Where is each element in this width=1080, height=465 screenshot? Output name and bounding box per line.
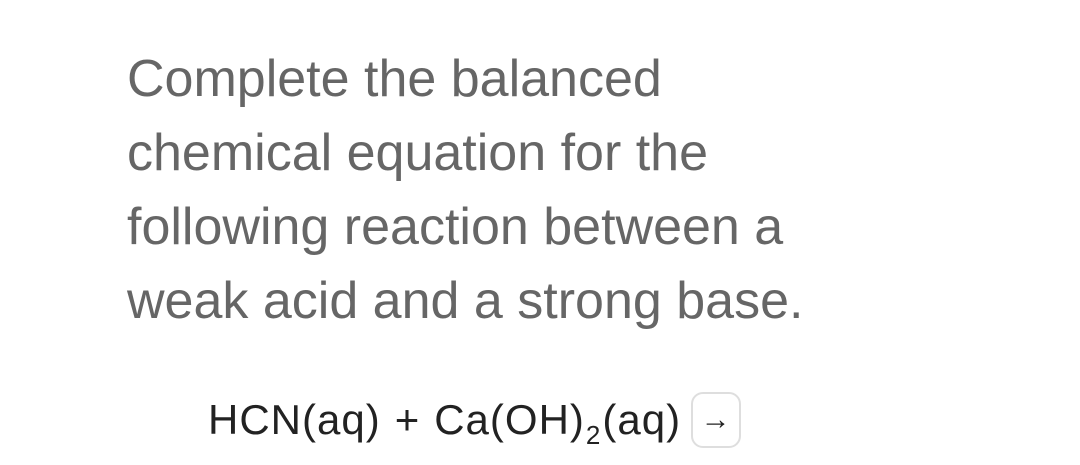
reaction-arrow-icon: →: [700, 403, 732, 436]
reactant-calcium-hydroxide: [434, 396, 682, 450]
products-input[interactable]: [691, 392, 741, 448]
plus-sign: +: [394, 396, 421, 443]
reactant-2-state: (aq): [602, 396, 682, 443]
chemical-equation: [208, 388, 741, 452]
question-line-3: following reaction between a: [127, 198, 784, 256]
question-line-1: Complete the balanced: [127, 50, 662, 108]
reactant-hcn: HCN(aq): [208, 396, 381, 443]
reactant-2-formula: Ca(OH): [434, 396, 585, 443]
subscript-2: 2: [585, 420, 602, 450]
question-text: [127, 42, 1027, 338]
question-line-2: chemical equation for the: [127, 124, 709, 182]
question-line-4: weak acid and a strong base.: [127, 272, 804, 330]
